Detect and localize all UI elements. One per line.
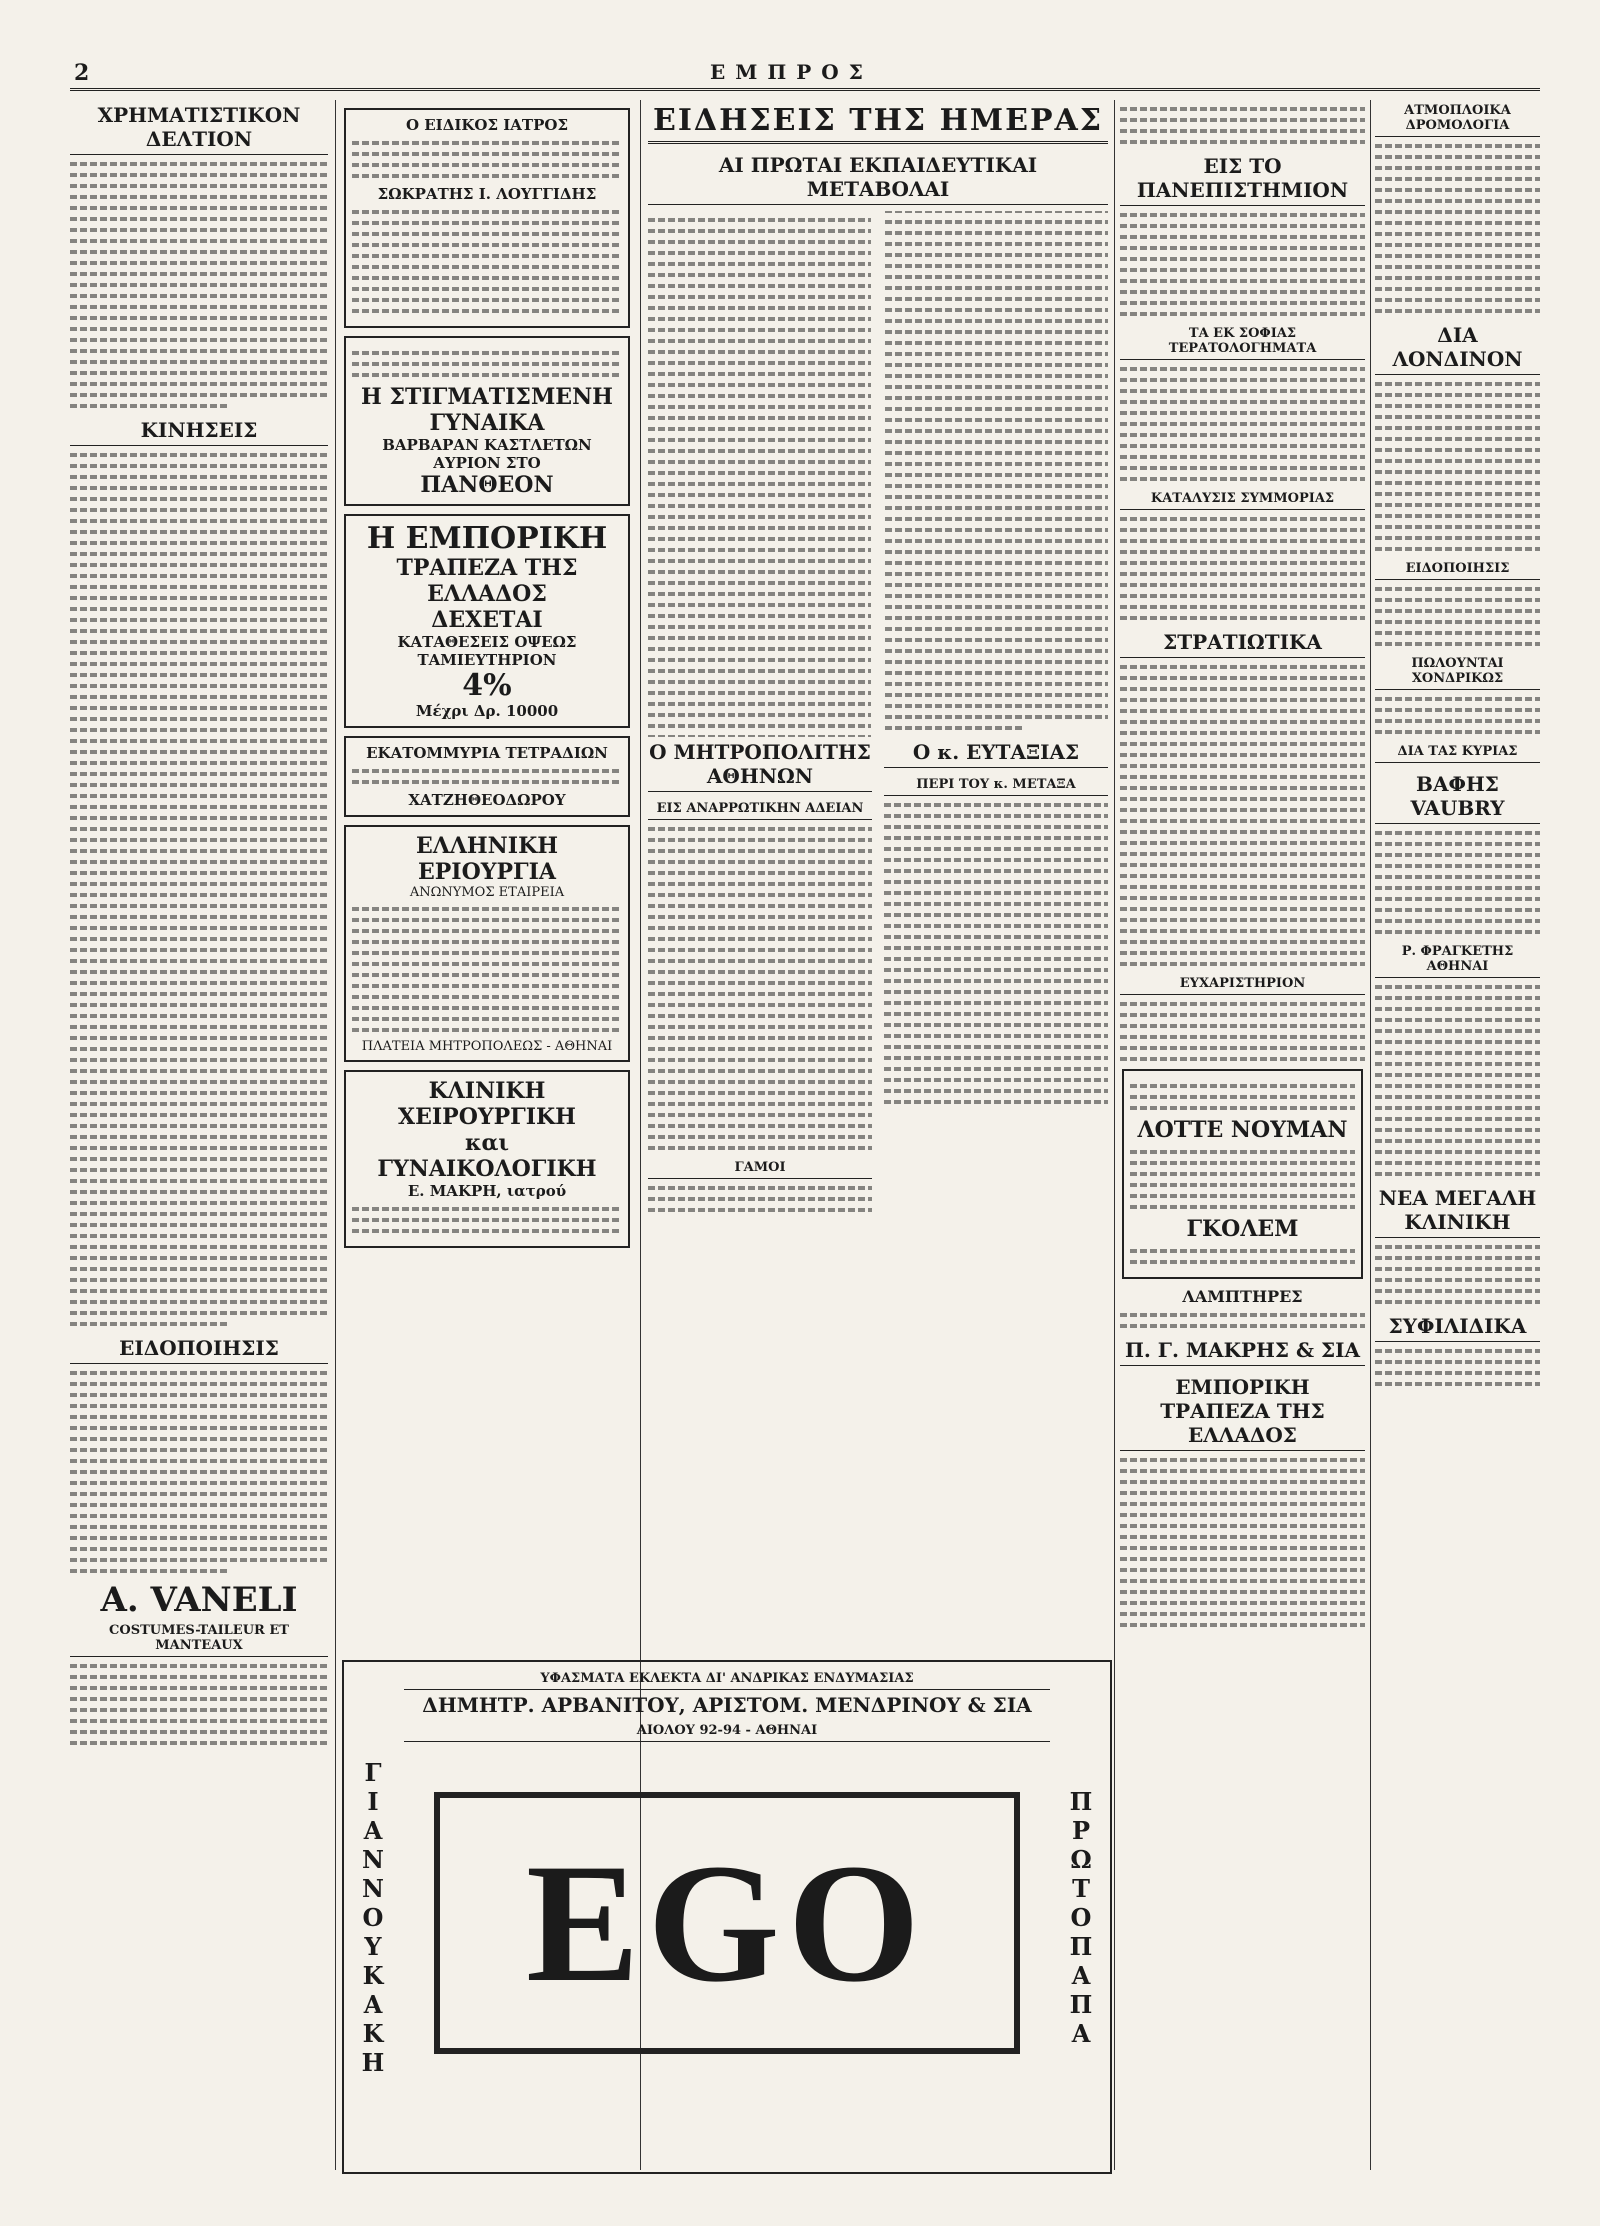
lotte-ad: [1122, 1069, 1363, 1279]
masthead: [70, 60, 1540, 91]
film-ad-venue: ΠΑΝΘΕΟΝ: [420, 472, 554, 498]
stock-report-heading: ΧΡΗΜΑΤΙΣΤΙΚΟΝ ΔΕΛΤΙΟΝ: [70, 100, 328, 155]
vaubry-heading: ΒΑΦΗΣ VAUBRY: [1375, 769, 1540, 824]
clinic-ad-doctor: Ε. ΜΑΚΡΗ, ιατρού: [407, 1182, 567, 1200]
thanks-heading: ΕΥΧΑΡΙΣΤΗΡΙΟΝ: [1120, 973, 1365, 995]
lamps-ad-title: ΛΑΜΠΤΗΡΕΣ: [1182, 1287, 1303, 1306]
stock-table: [70, 162, 328, 408]
ego-brand-logo: EGO: [434, 1792, 1020, 2054]
column-5: [1375, 100, 1540, 2170]
column-2: [342, 100, 632, 1650]
film-ad-subtitle: ΓΥΝΑΙΚΑ: [429, 410, 545, 436]
bank-ad: [344, 514, 630, 728]
syphilis-heading: ΣΥΦΙΛΙΔΙΚΑ: [1375, 1311, 1540, 1342]
bank-ad-name: Η ΕΜΠΟΡΙΚΗ: [366, 521, 608, 556]
sofia-heading: ΤΑ ΕΚ ΣΟΦΙΑΣ ΤΕΡΑΤΟΛΟΓΗΜΑΤΑ: [1120, 323, 1365, 360]
wool-ad-company: ΑΝΩΝΥΜΟΣ ΕΤΑΙΡΕΙΑ: [409, 885, 565, 900]
notebooks-ad: [344, 736, 630, 817]
wholesale-heading: ΠΩΛΟΥΝΤΑΙ ΧΟΝΔΡΙΚΩΣ: [1375, 653, 1540, 690]
wool-ad: [344, 825, 630, 1062]
bank-ad-accepts: ΔΕΧΕΤΑΙ: [431, 607, 543, 633]
london-heading: ΔΙΑ ΛΟΝΔΙΝΟΝ: [1375, 320, 1540, 375]
film-ad-star: ΒΑΡΒΑΡΑΝ ΚΑΣΤΛΕΤΩΝ: [382, 436, 592, 454]
university-heading: ΕΙΣ ΤΟ ΠΑΝΕΠΙΣΤΗΜΙΟΝ: [1120, 151, 1365, 206]
eftaxias-subhead: ΠΕΡΙ ΤΟΥ κ. ΜΕΤΑΞΑ: [884, 774, 1108, 796]
doctor-ad: [344, 108, 630, 328]
article-body: [70, 1371, 328, 1573]
clinic-ad-title-2: και ΓΥΝΑΙΚΟΛΟΓΙΚΗ: [377, 1130, 597, 1182]
paper-name: ΕΜΠΡΟΣ: [710, 60, 873, 84]
notice-heading: ΕΙΔΟΠΟΙΗΣΙΣ: [1375, 558, 1540, 580]
movements-heading: ΚΙΝΗΣΕΙΣ: [70, 415, 328, 446]
ego-shop: ΔΗΜΗΤΡ. ΑΡΒΑΝΙΤΟΥ, ΑΡΙΣΤΟΜ. ΜΕΝΔΡΙΝΟΥ & ΣΙΑ: [422, 1693, 1032, 1717]
bank-ad-deposits: ΚΑΤΑΘΕΣΕΙΣ ΟΨΕΩΣ: [397, 633, 577, 651]
bank-ad-limit: Μέχρι Δρ. 10000: [415, 702, 559, 720]
notebooks-ad-seller: ΧΑΤΖΗΘΕΟΔΩΡΟΥ: [408, 791, 566, 809]
lead-headline: ΑΙ ΠΡΩΤΑΙ ΕΚΠΑΙΔΕΥΤΙΚΑΙ ΜΕΤΑΒΟΛΑΙ: [648, 150, 1108, 205]
column-divider: [335, 100, 336, 2170]
newspaper-page: [70, 60, 1540, 2170]
bank-ad-savings: ΤΑΜΙΕΥΤΗΡΙΟΝ: [417, 651, 557, 669]
fragketis-heading: Ρ. ΦΡΑΓΚΕΤΗΣ ΑΘΗΝΑΙ: [1375, 941, 1540, 978]
column-divider: [1370, 100, 1371, 2170]
ego-left-vertical: ΓΙΑΝΝΟΥΚΑΚΗ: [358, 1757, 388, 2077]
page-number: 2: [74, 60, 90, 86]
ego-advertisement: [342, 1660, 1112, 2174]
makris-ad: Π. Γ. ΜΑΚΡΗΣ & ΣΙΑ: [1120, 1335, 1365, 1366]
shipping-heading: ΑΤΜΟΠΛΟΙΚΑ ΔΡΟΜΟΛΟΓΙΑ: [1375, 100, 1540, 137]
column-4: [1120, 100, 1365, 2170]
ego-address: ΑΙΟΛΟΥ 92-94 - ΑΘΗΝΑΙ: [404, 1720, 1050, 1742]
column-1: [70, 100, 328, 2170]
clinic-ad-title: ΚΛΙΝΙΚΗ ΧΕΙΡΟΥΡΓΙΚΗ: [398, 1078, 576, 1130]
eftaxias-headline: Ο κ. ΕΥΤΑΞΙΑΣ: [884, 737, 1108, 768]
film-ad-title: Η ΣΤΙΓΜΑΤΙΣΜΕΝΗ: [361, 384, 613, 410]
clinic-ad: [344, 1070, 630, 1248]
column-3: [648, 100, 1108, 1650]
section-title: ΕΙΔΗΣΕΙΣ ΤΗΣ ΗΜΕΡΑΣ: [648, 100, 1108, 144]
vaneli-ad-subtitle: COSTUMES-TAILEUR ET MANTEAUX: [70, 1620, 328, 1657]
column-divider: [1114, 100, 1115, 2170]
military-heading: ΣΤΡΑΤΙΩΤΙΚΑ: [1120, 627, 1365, 658]
metropolitan-headline: Ο ΜΗΤΡΟΠΟΛΙΤΗΣ ΑΘΗΝΩΝ: [648, 737, 872, 792]
bank-ad-2: ΕΜΠΟΡΙΚΗ ΤΡΑΠΕΖΑ ΤΗΣ ΕΛΛΑΔΟΣ: [1120, 1372, 1365, 1451]
film-ad-when: ΑΥΡΙΟΝ ΣΤΟ: [433, 454, 541, 472]
article-body: [648, 211, 1108, 737]
ladies-heading: ΔΙΑ ΤΑΣ ΚΥΡΙΑΣ: [1375, 741, 1540, 763]
notebooks-ad-title: ΕΚΑΤΟΜΜΥΡΙΑ ΤΕΤΡΑΔΙΩΝ: [366, 744, 608, 762]
article-body: [70, 1664, 328, 1745]
notices-heading: ΕΙΔΟΠΟΙΗΣΙΣ: [70, 1333, 328, 1364]
film-ad: [344, 336, 630, 506]
ego-banner: ΥΦΑΣΜΑΤΑ ΕΚΛΕΚΤΑ ΔΙ' ΑΝΔΡΙΚΑΣ ΕΝΔΥΜΑΣΙΑΣ: [404, 1668, 1050, 1690]
article-body: [70, 453, 328, 1326]
golem-ad-title: ΓΚΟΛΕΜ: [1186, 1216, 1299, 1242]
doctor-ad-name: ΣΩΚΡΑΤΗΣ Ι. ΛΟΥΓΓΙΔΗΣ: [377, 185, 597, 203]
wool-ad-title: ΕΛΛΗΝΙΚΗ ΕΡΙΟΥΡΓΙΑ: [415, 833, 558, 885]
new-clinic-heading: ΝΕΑ ΜΕΓΑΛΗ ΚΛΙΝΙΚΗ: [1375, 1183, 1540, 1238]
bank-ad-rate: 4%: [462, 668, 512, 703]
vaneli-ad-title: A. VANELI: [100, 1580, 298, 1620]
wool-ad-address: ΠΛΑΤΕΙΑ ΜΗΤΡΟΠΟΛΕΩΣ - ΑΘΗΝΑΙ: [361, 1039, 613, 1054]
weddings-heading: ΓΑΜΟΙ: [648, 1157, 872, 1179]
bank-ad-name-2: ΤΡΑΠΕΖΑ ΤΗΣ ΕΛΛΑΔΟΣ: [396, 555, 578, 607]
metropolitan-subhead: ΕΙΣ ΑΝΑΡΡΩΤΙΚΗΝ ΑΔΕΙΑΝ: [648, 798, 872, 820]
gang-heading: ΚΑΤΑΛΥΣΙΣ ΣΥΜΜΟΡΙΑΣ: [1120, 488, 1365, 510]
ego-right-vertical: ΠΡΩΤΟΠΑΠΑ: [1066, 1786, 1096, 2048]
lotte-ad-title: ΛΟΤΤΕ ΝΟΥΜΑΝ: [1137, 1117, 1348, 1143]
doctor-ad-title: Ο ΕΙΔΙΚΟΣ ΙΑΤΡΟΣ: [405, 116, 569, 134]
